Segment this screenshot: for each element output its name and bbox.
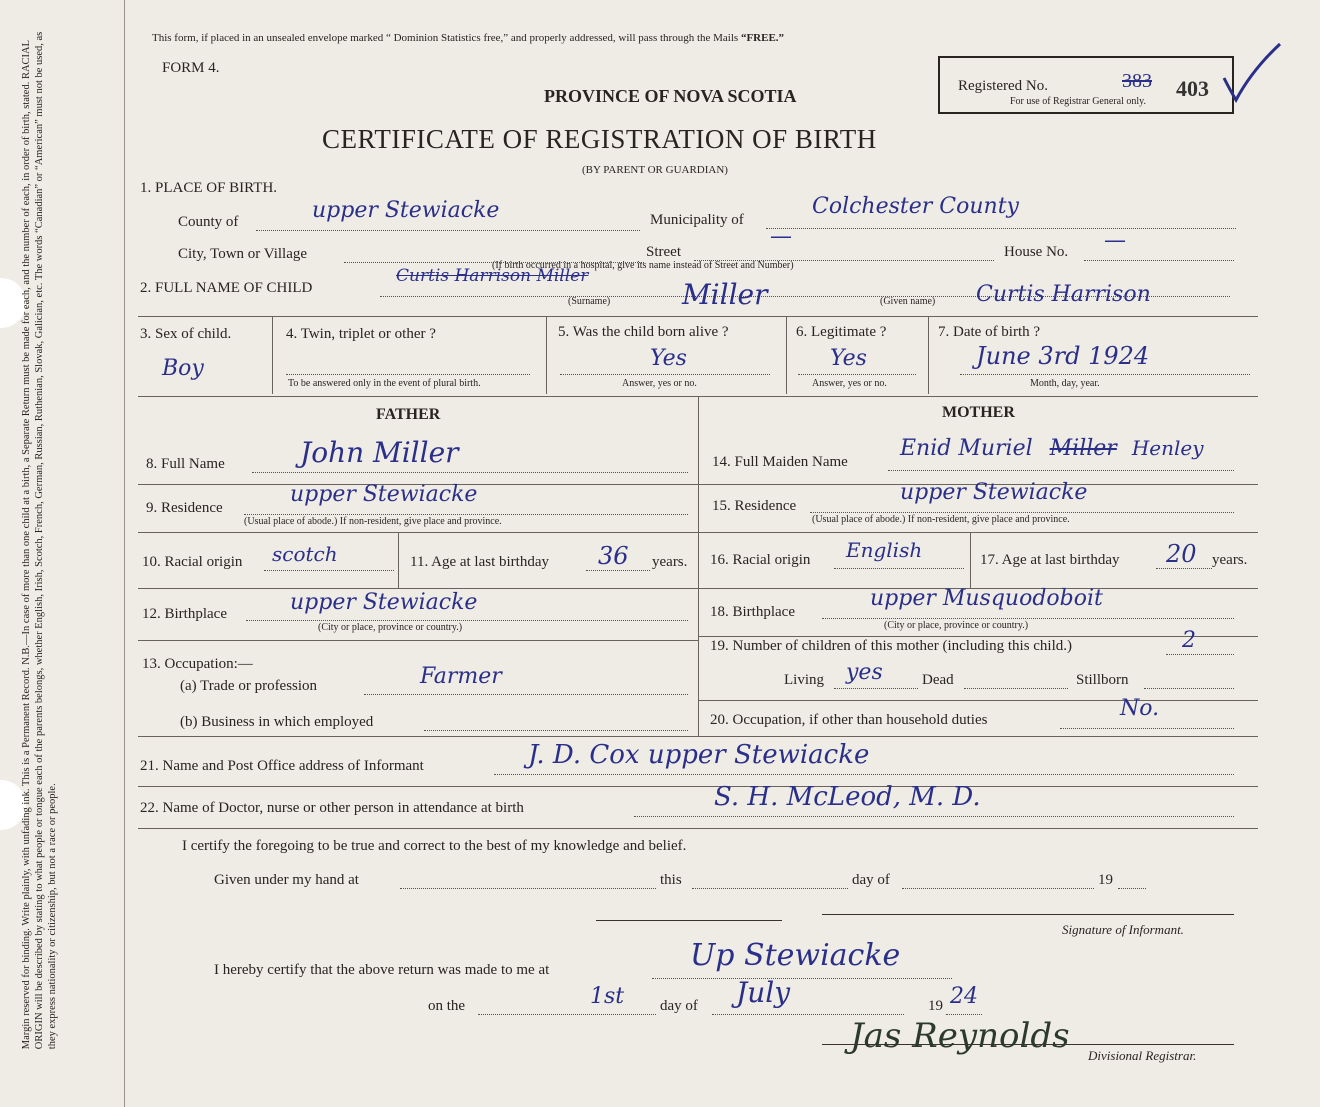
child-name-label: 2. FULL NAME OF CHILD: [140, 280, 313, 296]
mother-occupation-value: No.: [1120, 696, 1160, 721]
father-race-line: [264, 570, 394, 571]
place-of-birth-heading: 1. PLACE OF BIRTH.: [140, 180, 278, 196]
father-birthplace-value: upper Stewiacke: [290, 590, 478, 615]
mother-residence-note: (Usual place of abode.) If non-resident, give place and province.: [812, 514, 1070, 525]
twin-label: 4. Twin, triplet or other ?: [286, 326, 436, 342]
mother-residence-value: upper Stewiacke: [900, 480, 1088, 505]
year-prefix: 19: [1098, 872, 1113, 888]
legitimate-note: Answer, yes or no.: [812, 378, 887, 389]
province-title: PROVINCE OF NOVA SCOTIA: [544, 86, 797, 106]
mother-name-line: [888, 470, 1234, 471]
father-age-unit: years.: [652, 554, 688, 570]
mother-row19-rule: [698, 700, 1258, 701]
registrar-place-value: Up Stewiacke: [690, 938, 901, 973]
mother-children-line: [1166, 654, 1234, 655]
legitimate-label: 6. Legitimate ?: [796, 324, 887, 340]
mother-children-value: 2: [1182, 628, 1196, 653]
doctor-line: [634, 816, 1234, 817]
city-label: City, Town or Village: [178, 246, 308, 262]
surname-label: (Surname): [568, 296, 611, 307]
mother-age-value: 20: [1166, 540, 1197, 568]
father-trade-line: [364, 694, 688, 695]
mail-notice: [152, 32, 784, 44]
mother-race-value: English: [846, 538, 923, 562]
mail-notice-free: “FREE.”: [740, 32, 785, 44]
registrar-year-prefix: 19: [928, 998, 943, 1014]
registration-sublabel: For use of Registrar General only.: [1010, 96, 1146, 107]
dob-line: [960, 374, 1250, 375]
certify-statement: I certify the foregoing to be true and correct to the best of my knowledge and belief.: [182, 838, 687, 854]
mail-notice-text: This form, if placed in an unsealed envelope marked “ Dominion Statistics free,” and properly addressed, will pass through the Mails: [152, 32, 741, 44]
mother-race-line: [834, 568, 964, 569]
mother-residence-line: [810, 512, 1234, 513]
father-trade-label: (a) Trade or profession: [180, 678, 318, 694]
binding-margin-rule: [124, 0, 125, 1107]
municipality-label: Municipality of: [650, 212, 744, 228]
registration-label: Registered No.: [958, 78, 1048, 94]
registrar-place-line: [652, 978, 952, 979]
day-of-label: day of: [852, 872, 890, 888]
father-business-line: [424, 730, 688, 731]
father-race-label: 10. Racial origin: [142, 554, 243, 570]
mother-living-line: [834, 688, 918, 689]
registrar-day-of-label: day of: [660, 998, 698, 1014]
father-residence-value: upper Stewiacke: [290, 482, 478, 507]
dob-value: June 3rd 1924: [976, 342, 1150, 370]
mother-name-henley: Henley: [1131, 436, 1204, 460]
informant-top-rule: [138, 736, 1258, 737]
row3-divider-2: [546, 316, 547, 394]
father-row12-rule: [138, 640, 698, 641]
father-race-divider: [398, 532, 399, 588]
mother-age-line: [1156, 568, 1212, 569]
county-value: upper Stewiacke: [312, 198, 500, 223]
twin-note: To be answered only in the event of plural birth.: [288, 378, 481, 389]
mother-name-given: Enid Muriel: [900, 436, 1033, 461]
mother-name-label: 14. Full Maiden Name: [712, 454, 848, 470]
dob-label: 7. Date of birth ?: [938, 324, 1041, 340]
sex-label: 3. Sex of child.: [140, 326, 232, 342]
given-name-label: (Given name): [880, 296, 936, 307]
mother-row15-rule: [698, 532, 1258, 533]
child-given-value: Curtis Harrison: [976, 282, 1151, 307]
document-subtitle: (BY PARENT OR GUARDIAN): [582, 164, 728, 176]
row3-divider-1: [272, 316, 273, 394]
mother-birthplace-note: (City or place, province or country.): [884, 620, 1029, 631]
registrar-year-line: [946, 1014, 982, 1015]
father-residence-line: [244, 514, 688, 515]
registrar-month-value: July: [736, 976, 791, 1009]
mother-living-label: Living: [784, 672, 824, 688]
father-row10-rule: [138, 588, 698, 589]
mother-age-label: 17. Age at last birthday: [980, 552, 1120, 568]
registration-number: 403: [1176, 76, 1209, 101]
doctor-bottom-rule: [138, 828, 1258, 829]
alive-label: 5. Was the child born alive ?: [558, 324, 729, 340]
mother-name-value: [900, 436, 1204, 461]
mother-heading: MOTHER: [942, 404, 1015, 421]
informant-line: [494, 774, 1234, 775]
father-heading: FATHER: [376, 406, 441, 423]
registrar-day-line: [478, 1014, 656, 1015]
document-title: CERTIFICATE OF REGISTRATION OF BIRTH: [322, 124, 877, 154]
mother-race-divider: [970, 532, 971, 588]
mother-occupation-line: [1060, 728, 1234, 729]
row3-divider-4: [928, 316, 929, 394]
father-residence-note: (Usual place of abode.) If non-resident, give place and province.: [244, 516, 502, 527]
sex-value: Boy: [162, 356, 204, 381]
county-label: County of: [178, 214, 239, 230]
mother-stillborn-line: [1144, 688, 1234, 689]
father-birthplace-note: (City or place, province or country.): [318, 622, 463, 633]
given-label: Given under my hand at: [214, 872, 359, 888]
legitimate-line: [798, 374, 916, 375]
father-name-line: [252, 472, 688, 473]
father-residence-label: 9. Residence: [146, 500, 223, 516]
dob-note: Month, day, year.: [1030, 378, 1100, 389]
mother-stillborn-label: Stillborn: [1076, 672, 1129, 688]
house-label: House No.: [1004, 244, 1069, 260]
informant-bottom-rule: [138, 786, 1258, 787]
row3-divider-3: [786, 316, 787, 394]
father-name-label: 8. Full Name: [146, 456, 225, 472]
mother-children-label: 19. Number of children of this mother (including this child.): [710, 638, 1073, 654]
mother-race-label: 16. Racial origin: [710, 552, 811, 568]
father-age-value: 36: [598, 542, 629, 570]
registration-number-crossed: 383: [1122, 70, 1152, 92]
mother-dead-line: [964, 688, 1068, 689]
municipality-value: Colchester County: [812, 194, 1019, 219]
mother-birthplace-label: 18. Birthplace: [710, 604, 795, 620]
mother-dead-label: Dead: [922, 672, 954, 688]
hospital-note: (If birth occurred in a hospital, give its name instead of Street and Number): [492, 260, 794, 271]
mother-row18-rule: [698, 636, 1258, 637]
doctor-label: 22. Name of Doctor, nurse or other person in attendance at birth: [140, 800, 524, 816]
registrar-day-value: 1st: [590, 984, 625, 1009]
mother-age-unit: years.: [1212, 552, 1248, 568]
row3-top-rule: [138, 316, 1258, 317]
registrar-year-suffix: 24: [950, 984, 978, 1009]
street-label: Street: [646, 244, 681, 260]
father-age-line: [586, 570, 650, 571]
on-the-label: on the: [428, 998, 466, 1014]
registrar-month-line: [712, 1014, 904, 1015]
house-line: [1084, 260, 1234, 261]
registrar-title: Divisional Registrar.: [1088, 1048, 1197, 1063]
registrar-signature-line: [822, 1044, 1234, 1045]
father-birthplace-label: 12. Birthplace: [142, 606, 227, 622]
mother-living-value: yes: [846, 660, 883, 685]
alive-note: Answer, yes or no.: [622, 378, 697, 389]
alive-value: Yes: [650, 346, 687, 371]
registrar-statement: I hereby certify that the above return was made to me at: [214, 962, 550, 978]
mother-residence-label: 15. Residence: [712, 498, 797, 514]
margin-instructions: Margin reserved for binding. Write plainly, with unfading ink. This is a Permanent Record. N.B.—In case of more than one child at a birth, a Separate Return must be made for each, and the number of each, in order of birth, stated. RACIAL ORIGIN will be described by stating to what people or tongue each of the parents belongs, whether English, Irish, Scotch, French, German, Russian, Ruthenian, Slovak, Galician, etc. The words “Canadian” or “American” must not be used, as they express nationality or citizenship, but not a race or people.: [20, 31, 58, 1050]
given-year-line: [1118, 888, 1146, 889]
child-surname-value: Miller: [682, 278, 768, 311]
father-row9-rule: [138, 532, 698, 533]
father-name-value: John Miller: [300, 436, 459, 469]
checkmark-icon: [1220, 40, 1284, 115]
informant-signature-line-right: [822, 914, 1234, 915]
alive-line: [560, 374, 770, 375]
informant-label: 21. Name and Post Office address of Informant: [140, 758, 424, 774]
twin-line: [286, 374, 530, 375]
father-race-value: scotch: [272, 542, 338, 566]
mother-occupation-label: 20. Occupation, if other than household duties: [710, 712, 988, 728]
given-place-line: [400, 888, 656, 889]
child-name-struck: Curtis Harrison Miller: [396, 266, 589, 286]
parents-center-rule: [698, 396, 699, 736]
county-line: [256, 230, 640, 231]
mother-name-struck: Miller: [1049, 436, 1117, 461]
father-trade-value: Farmer: [420, 664, 502, 689]
informant-signature-label: Signature of Informant.: [1062, 922, 1184, 937]
father-occupation-label: 13. Occupation:—: [142, 656, 253, 672]
legitimate-value: Yes: [830, 346, 867, 371]
father-age-label: 11. Age at last birthday: [410, 554, 549, 570]
mother-birthplace-value: upper Musquodoboit: [870, 586, 1103, 611]
doctor-value: S. H. McLeod, M. D.: [714, 782, 981, 812]
informant-value: J. D. Cox upper Stewiacke: [528, 740, 870, 770]
father-business-label: (b) Business in which employed: [180, 714, 374, 730]
mother-birthplace-line: [822, 618, 1234, 619]
informant-signature-line-left: [596, 920, 782, 921]
house-value: —: [1104, 228, 1126, 253]
this-label: this: [660, 872, 682, 888]
given-month-line: [902, 888, 1094, 889]
registrar-signature: Jas Reynolds: [850, 1016, 1070, 1056]
given-day-line: [692, 888, 848, 889]
form-number: FORM 4.: [162, 60, 220, 76]
street-value: —: [770, 224, 792, 249]
municipality-line: [766, 228, 1236, 229]
father-birthplace-line: [246, 620, 688, 621]
